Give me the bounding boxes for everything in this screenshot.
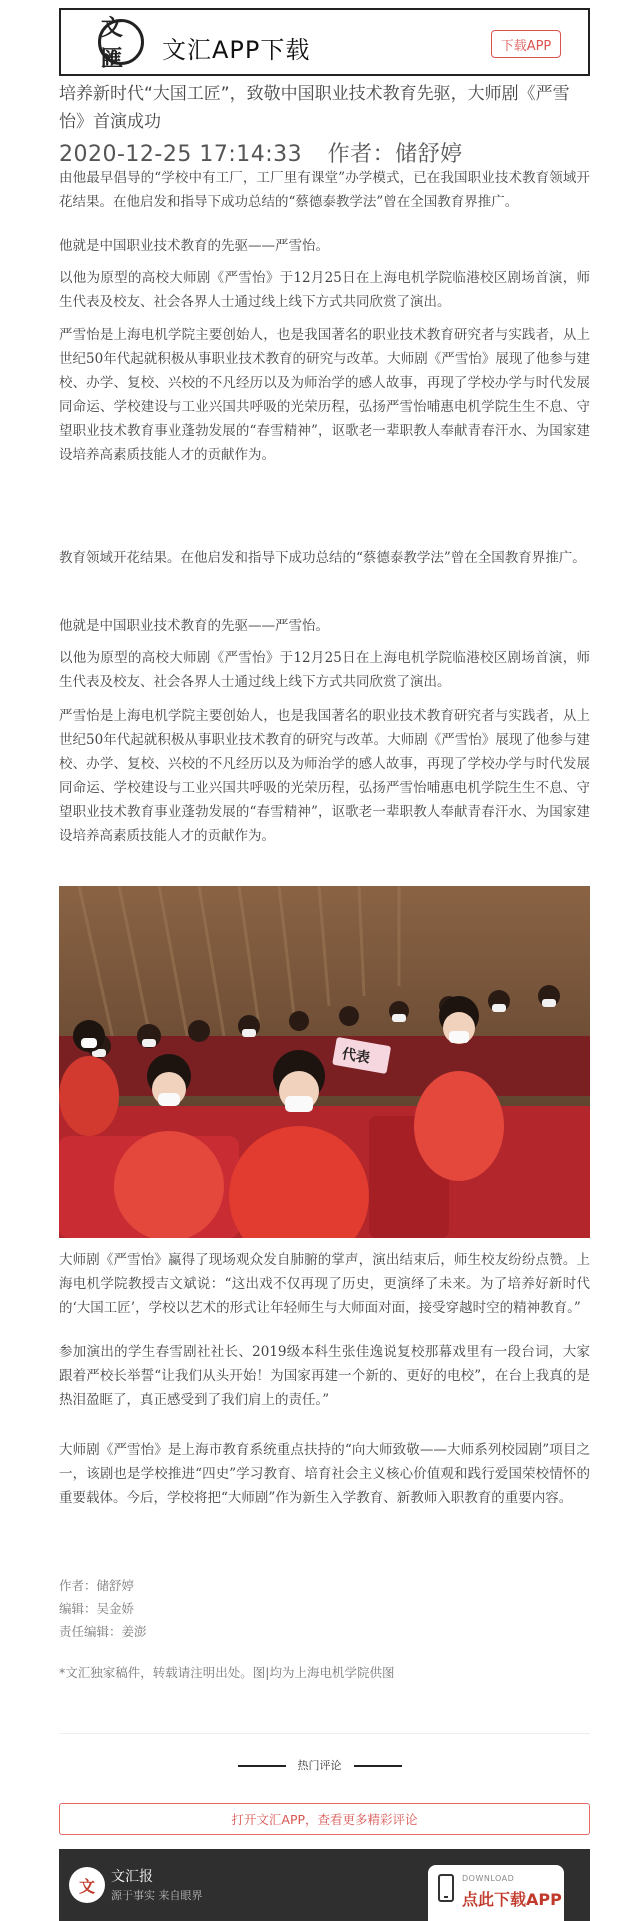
article-paragraph: 大师剧《严雪怡》是上海市教育系统重点扶持的“向大师致敬——大师系列校园剧”项目之一，该剧也是学校推进“四史”学习教育、培育社会主义核心价值观和践行爱国荣校情怀的重要载体。今后，学校将把“大师剧”作为新生入学教育、新教师入职教育的重要内容。 [59, 1442, 590, 1506]
credit-author: 作者：储舒婷 [59, 1578, 135, 1593]
footer-download-button[interactable] [428, 1865, 564, 1921]
article-paragraph: 由他最早倡导的“学校中有工厂，工厂里有课堂”办学模式，已在我国职业技术教育领域开花结果。在他启发和指导下成功总结的“蔡德泰教学法”曾在全国教育界推广。 [59, 170, 590, 210]
article-paragraph: 教育领域开花结果。在他启发和指导下成功总结的“蔡德泰教学法”曾在全国教育界推广。 [59, 550, 586, 566]
app-download-banner[interactable] [59, 8, 590, 76]
download-caption: DOWNLOAD [462, 1874, 515, 1883]
divider [59, 1733, 590, 1734]
wenhui-footer-logo-icon: 文 [69, 1867, 105, 1903]
audience-photo [59, 886, 590, 1238]
article-paragraph: 严雪怡是上海电机学院主要创始人，也是我国著名的职业技术教育研究者与实践者，从上世纪50年代起就积极从事职业技术教育的研究与改革。大师剧《严雪怡》展现了他参与建校、办学、复校、兴校的不凡经历以及为师治学的感人故事，再现了学校办学与时代发展同命运、学校建设与工业兴国共呼吸的光荣历程，弘扬严雪怡哺惠电机学院生生不息、守望职业技术教育事业蓬勃发展的“春雪精神”，讴歌老一辈职教人奉献青春汗水、为国家建设培养高素质技能人才的贡献作为。 [59, 327, 590, 463]
article-meta [59, 137, 481, 168]
author-byline: 作者：储舒婷 [327, 142, 463, 167]
download-app-button[interactable]: 下载APP [491, 30, 561, 58]
divider [354, 1765, 402, 1767]
article-paragraph: 严雪怡是上海电机学院主要创始人，也是我国著名的职业技术教育研究者与实践者，从上世纪50年代起就积极从事职业技术教育的研究与改革。大师剧《严雪怡》展现了他参与建校、办学、复校、兴校的不凡经历以及为师治学的感人故事，再现了学校办学与时代发展同命运、学校建设与工业兴国共呼吸的光荣历程，弘扬严雪怡哺惠电机学院生生不息、守望职业技术教育事业蓬勃发展的“春雪精神”，讴歌老一辈职教人奉献青春汗水、为国家建设培养高素质技能人才的贡献作为。 [59, 708, 590, 844]
hot-comments-title: 热门评论 [297, 1759, 342, 1772]
article-paragraph: 他就是中国职业技术教育的先驱——严雪怡。 [59, 238, 329, 254]
article-paragraph: 以他为原型的高校大师剧《严雪怡》于12月25日在上海电机学院临港校区剧场首演，师生代表及校友、社会各界人士通过线上线下方式共同欣赏了演出。 [59, 270, 590, 310]
article-paragraph: 参加演出的学生春雪剧社社长、2019级本科生张佳逸说复校那幕戏里有一段台词，大家跟着严校长举誓“让我们从头开始！为国家再建一个新的、更好的电校”，在台上我真的是热泪盈眶了，真正感受到了我们肩上的责任。” [59, 1344, 590, 1408]
article-paragraph: 大师剧《严雪怡》赢得了现场观众发自肺腑的掌声，演出结束后，师生校友纷纷点赞。上海电机学院教授吉文斌说：“这出戏不仅再现了历史，更演绎了未来。为了培养好新时代的‘大国工匠’，学校以艺术的形式让年轻师生与大师面对面，接受穿越时空的精神教育。” [59, 1252, 590, 1316]
hot-comments-header [0, 1757, 639, 1773]
article-credits [59, 1574, 147, 1643]
publish-date: 2020-12-25 17:14:33 [59, 142, 303, 167]
footer-download-bar[interactable] [59, 1849, 590, 1921]
article-headline: 培养新时代“大国工匠”，致敬中国职业技术教育先驱，大师剧《严雪怡》首演成功 [59, 84, 570, 132]
credit-editor: 编辑：吴金娇 [59, 1601, 135, 1616]
article-paragraph: 以他为原型的高校大师剧《严雪怡》于12月25日在上海电机学院临港校区剧场首演，师生代表及校友、社会各界人士通过线上线下方式共同欣赏了演出。 [59, 650, 590, 690]
copyright-note: *文汇独家稿件，转载请注明出处。图|均为上海电机学院供图 [59, 1665, 395, 1680]
app-banner-title: 文汇APP下载 [162, 36, 311, 64]
footer-slogan: 源于事实 来自眼界 [111, 1889, 203, 1902]
article-paragraph: 他就是中国职业技术教育的先驱——严雪怡。 [59, 618, 329, 634]
audience-photo-banner-text: 代表 [340, 1046, 372, 1067]
phone-icon [438, 1874, 454, 1902]
footer-brand-name: 文汇报 [111, 1869, 153, 1885]
wenhui-logo-icon: 文匯 [98, 19, 144, 65]
download-label: 点此下载APP [462, 1890, 562, 1909]
divider [238, 1765, 286, 1767]
credit-chief-editor: 责任编辑：姜澎 [59, 1624, 147, 1639]
open-app-comments-button[interactable]: 打开文汇APP，查看更多精彩评论 [59, 1803, 590, 1835]
